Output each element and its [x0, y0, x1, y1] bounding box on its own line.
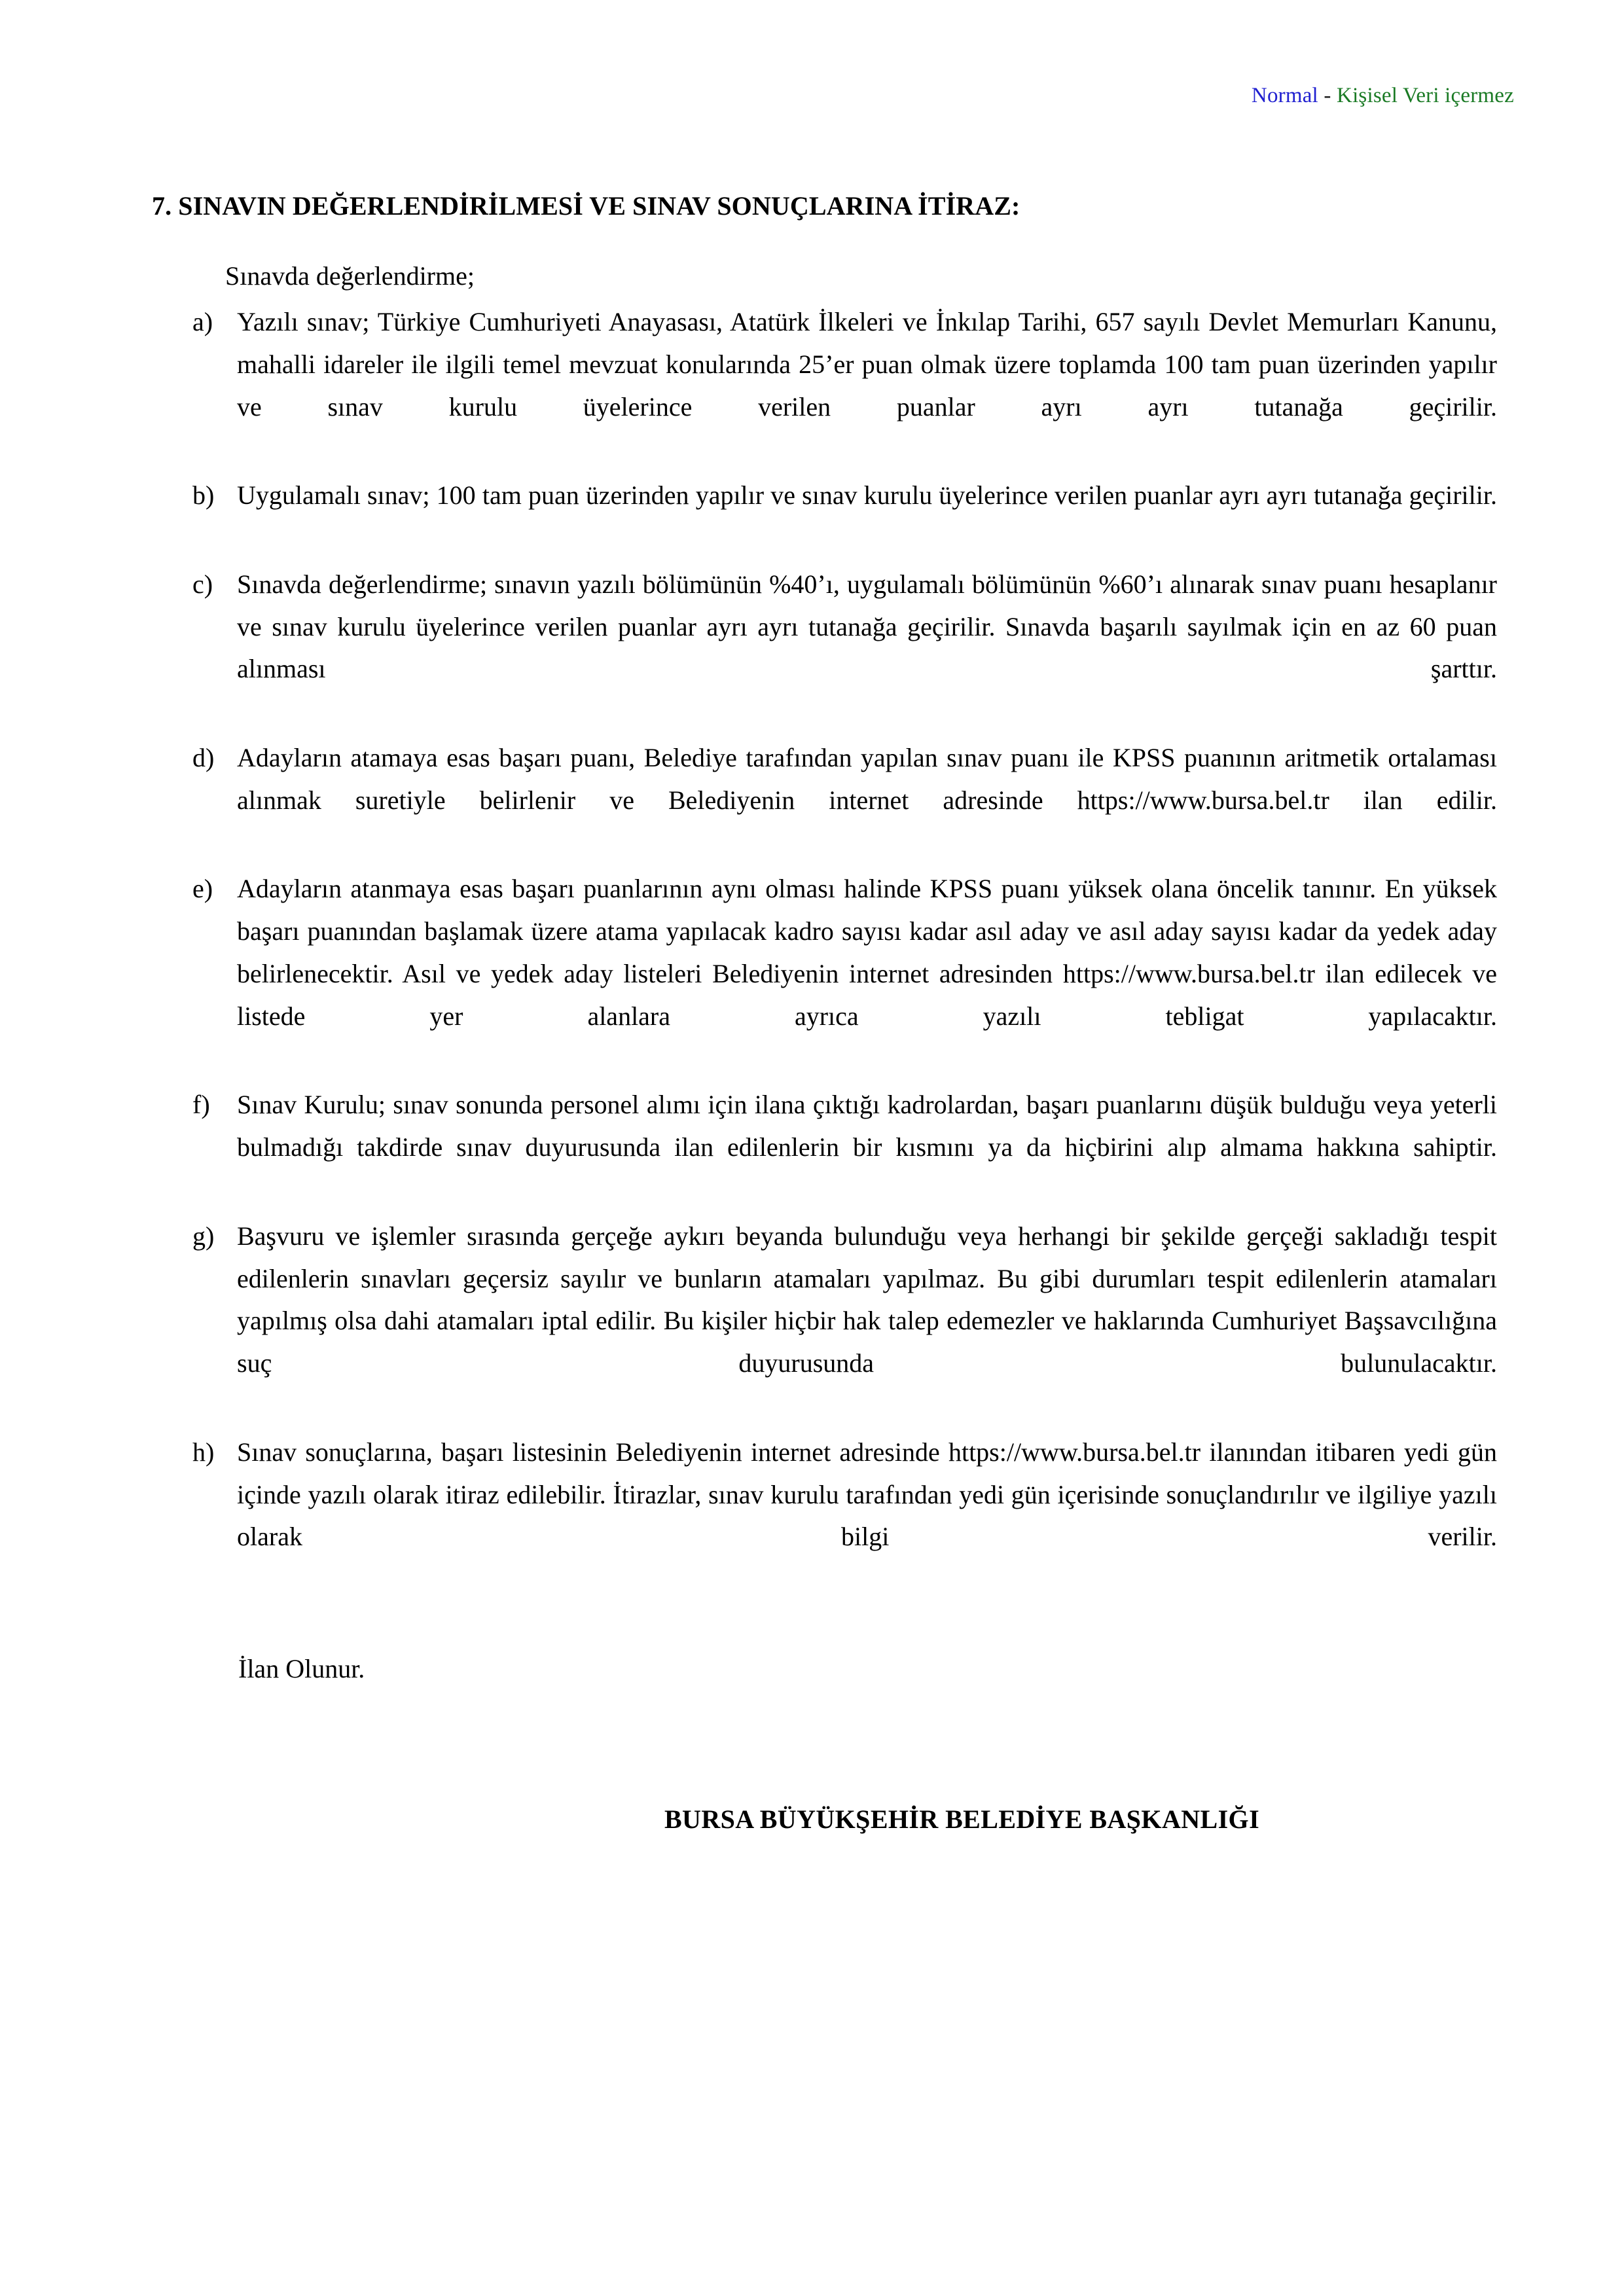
list-item — [152, 1431, 1497, 1601]
list-item-marker: c) — [192, 569, 213, 599]
classification-level: Normal — [1251, 84, 1318, 107]
list-item-text: Adayların atamaya esas başarı puanı, Belediye tarafından yapılan sınav puanı ile KPSS puanının aritmetik ortalaması alınmak suretiyle belirlenir ve Belediyenin internet adresinde https://www.bursa.bel.tr ilan edilir. — [237, 742, 1497, 815]
list-item-marker: h) — [192, 1437, 215, 1467]
list-item-text: Yazılı sınav; Türkiye Cumhuriyeti Anayasası, Atatürk İlkeleri ve İnkılap Tarihi, 657 sayılı Devlet Memurları Kanunu, mahalli idareler ile ilgili temel mevzuat konularında 25’er puan olmak üzere toplamda 100 tam puan üzerinden yapılır ve sınav kurulu üyelerince verilen puanlar ayrı ayrı tutanağa geçirilir. — [237, 307, 1497, 422]
list-item — [152, 1084, 1497, 1211]
page-title: 7. SINAVIN DEĞERLENDİRİLMESİ VE SINAV SONUÇLARINA İTİRAZ: — [152, 191, 1020, 221]
list-item-text: Sınav Kurulu; sınav sonunda personel alımı için ilana çıktığı kadrolardan, başarı puanlarını düşük bulduğu veya yeterli bulmadığı takdirde sınav duyurusunda ilan edilenlerin bir kısmını ya da hiçbirini alıp almama hakkına sahiptir. — [237, 1090, 1497, 1162]
list-item-marker: b) — [192, 480, 215, 511]
list-item-text: Sınav sonuçlarına, başarı listesinin Belediyenin internet adresinde https://www.bursa.bel.tr ilanından itibaren yedi gün içinde yazılı olarak itiraz edilebilir. İtirazlar, sınav kurulu tarafından yedi gün içerisinde sonuçlandırılır ve ilgiliye yazılı olarak bilgi verilir. — [237, 1437, 1497, 1552]
list-item — [152, 737, 1497, 864]
classification-separator: - — [1324, 84, 1331, 107]
classification-header — [1252, 84, 1514, 107]
list-item-marker: d) — [192, 742, 215, 772]
lettered-item-list — [152, 301, 1497, 1601]
list-item — [152, 475, 1497, 560]
list-item — [152, 301, 1497, 471]
list-item-text: Başvuru ve işlemler sırasında gerçeğe aykırı beyanda bulunduğu veya herhangi bir şekilde gerçeği sakladığı tespit edilenlerin sınavları geçersiz sayılır ve bunların atamaları yapılmaz. Bu gibi durumları tespit edilenlerin atamaları yapılmış olsa dahi atamaları iptal edilir. Bu kişiler hiçbir hak talep edemezler ve haklarında Cumhuriyet Başsavcılığına suç duyurusunda bulunulacaktır. — [237, 1221, 1497, 1378]
list-item — [152, 868, 1497, 1080]
list-item-marker: a) — [192, 307, 213, 336]
document-body — [152, 190, 1497, 1861]
list-item-text: Sınavda değerlendirme; sınavın yazılı bölümünün %40’ı, uygulamalı bölümünün %60’ı alınarak sınav puanı hesaplanır ve sınav kurulu üyelerince verilen puanlar ayrı ayrı tutanağa geçirilir. Sınavda başarılı sayılmak için en az 60 puan alınması şarttır. — [237, 569, 1497, 684]
lead-paragraph: Sınavda değerlendirme; — [225, 261, 475, 291]
list-item-marker: f) — [192, 1090, 210, 1120]
list-item — [152, 1215, 1497, 1427]
list-item-text: Adayların atanmaya esas başarı puanlarının aynı olması halinde KPSS puanı yüksek olana öncelik tanınır. En yüksek başarı puanından başlamak üzere atama yapılacak kadro sayısı kadar asıl aday ve asıl aday sayısı kadar da yedek aday belirlenecektir. Asıl ve yedek aday listeleri Belediyenin internet adresinden https://www.bursa.bel.tr ilan edilecek ve listede yer alanlara ayrıca yazılı tebligat yapılacaktır. — [237, 874, 1497, 1031]
closing-line: İlan Olunur. — [238, 1653, 365, 1683]
signature-block: BURSA BÜYÜKŞEHİR BELEDİYE BAŞKANLIĞI — [664, 1804, 1260, 1834]
list-item-marker: g) — [192, 1221, 215, 1251]
list-item-marker: e) — [192, 874, 213, 904]
list-item-text: Uygulamalı sınav; 100 tam puan üzerinden yapılır ve sınav kurulu üyelerince verilen puanlar ayrı ayrı tutanağa geçirilir. — [237, 480, 1497, 511]
classification-note: Kişisel Veri içermez — [1337, 84, 1514, 107]
list-item — [152, 564, 1497, 733]
